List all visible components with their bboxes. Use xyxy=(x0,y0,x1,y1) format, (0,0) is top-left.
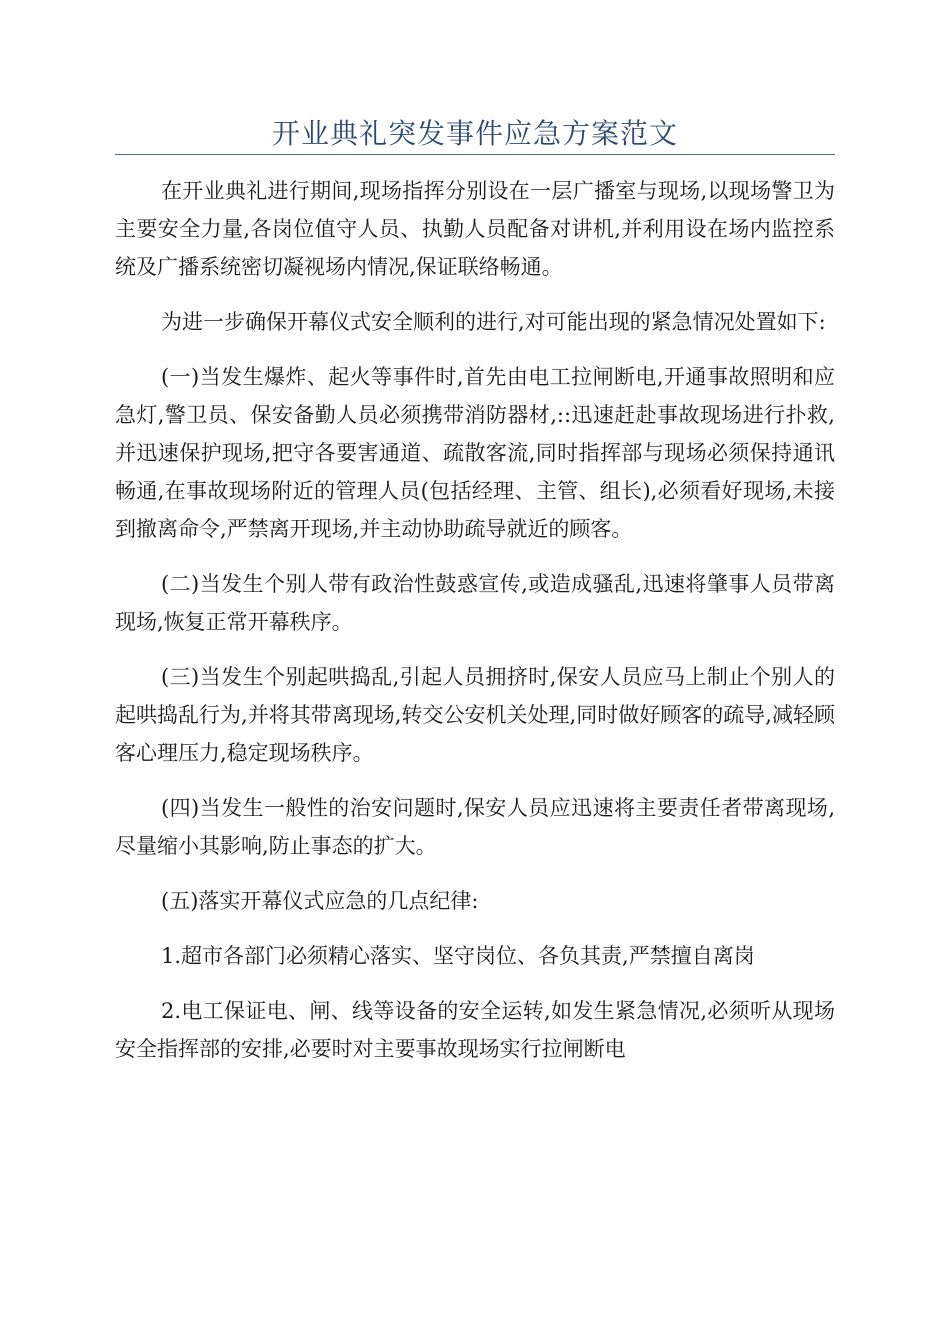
paragraph-item-3: (三)当发生个别起哄捣乱,引起人员拥挤时,保安人员应马上制止个别人的起哄捣乱行为,并将其带离现场,转交公安机关处理,同时做好顾客的疏导,减轻顾客心理压力,稳定现场秩序。 xyxy=(115,665,835,765)
document-title: 开业典礼突发事件应急方案范文 xyxy=(271,117,678,150)
paragraph-command-setup: 在开业典礼进行期间,现场指挥分别设在一层广播室与现场,以现场警卫为主要安全力量,各岗位值守人员、执勤人员配备对讲机,并利用设在场内监控系统及广播系统密切凝视场内情况,保证联络畅通。 xyxy=(115,179,835,279)
paragraph-item-2: (二)当发生个别人带有政治性鼓惑宣传,或造成骚乱,迅速将肇事人员带离现场,恢复正常开幕秩序。 xyxy=(115,572,835,634)
paragraph-rule-2: 2.电工保证电、闸、线等设备的安全运转,如发生紧急情况,必须听从现场安全指挥部的安排,必要时对主要事故现场实行拉闸断电 xyxy=(115,999,835,1061)
paragraph-item-5: (五)落实开幕仪式应急的几点纪律: xyxy=(161,889,479,913)
paragraph-intro: 为进一步确保开幕仪式安全顺利的进行,对可能出现的紧急情况处置如下: xyxy=(161,310,826,334)
document-body xyxy=(115,172,835,1085)
paragraph-item-1: (一)当发生爆炸、起火等事件时,首先由电工拉闸断电,开通事故照明和应急灯,警卫员、保安备勤人员必须携带消防器材,::迅速赶赴事故现场进行扑救,并迅速保护现场,把守各要害通道、疏散客流,同时指挥部与现场必须保持通讯畅通,在事故现场附近的管理人员(包括经理、主管、组长),必须看好现场,未接到撤离命令,严禁离开现场,并主动协助疏导就近的顾客。 xyxy=(115,365,835,541)
paragraph-item-4: (四)当发生一般性的治安问题时,保安人员应迅速将主要责任者带离现场,尽量缩小其影响,防止事态的扩大。 xyxy=(115,796,835,858)
paragraph-rule-1: 1.超市各部门必须精心落实、坚守岗位、各负其责,严禁擅自离岗 xyxy=(161,944,755,968)
title-underline xyxy=(115,154,835,155)
